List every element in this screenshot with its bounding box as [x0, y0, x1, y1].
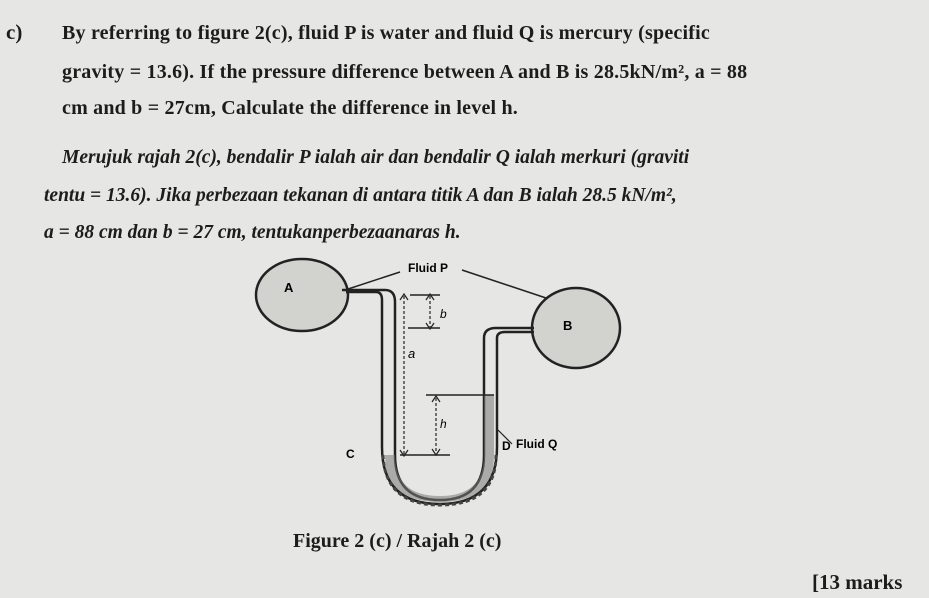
- label-d: D: [502, 439, 511, 453]
- label-c: C: [346, 447, 355, 461]
- label-dim-b: b: [440, 307, 447, 321]
- vessel-b: [532, 288, 620, 368]
- question-text-ms-line-1: Merujuk rajah 2(c), bendalir P ialah air dan bendalir Q ialah merkuri (graviti: [62, 147, 690, 168]
- vessel-a: [256, 259, 348, 331]
- question-number: c): [6, 20, 23, 44]
- mercury-fill: [385, 395, 494, 502]
- label-fluid-p: Fluid P: [408, 261, 448, 275]
- question-text-en-line-3: cm and b = 27cm, Calculate the difference in level h.: [62, 97, 519, 119]
- manometer-diagram: [250, 250, 630, 512]
- label-dim-h: h: [440, 417, 447, 431]
- u-tube-inner: [346, 292, 534, 504]
- marks-label: [13 marks: [812, 570, 903, 594]
- question-text-en-line-2: gravity = 13.6). If the pressure difference between A and B is 28.5kN/m², a = 88: [62, 61, 748, 83]
- label-a: A: [284, 280, 294, 295]
- question-text-en-line-1: By referring to figure 2(c), fluid P is water and fluid Q is mercury (specific: [62, 22, 710, 44]
- question-text-ms-line-2: tentu = 13.6). Jika perbezaan tekanan di antara titik A dan B ialah 28.5 kN/m²,: [44, 185, 677, 206]
- label-b: B: [563, 318, 573, 333]
- figure-caption: Figure 2 (c) / Rajah 2 (c): [293, 530, 502, 552]
- label-dim-a: a: [408, 346, 416, 361]
- label-fluid-q: Fluid Q: [516, 437, 558, 451]
- question-text-ms-line-3: a = 88 cm dan b = 27 cm, tentukanperbezaanaras h.: [44, 222, 461, 243]
